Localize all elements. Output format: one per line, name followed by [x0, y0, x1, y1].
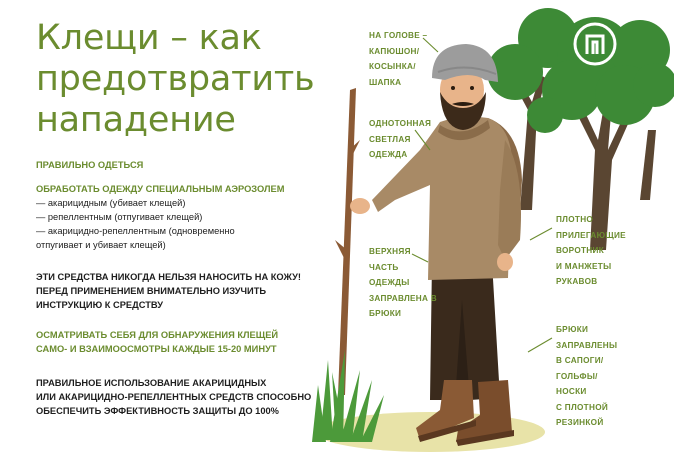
callout-collar: ПЛОТНО ПРИЛЕГАЮЩИЕ ВОРОТНИК И МАНЖЕТЫ РУКАВОВ: [556, 215, 626, 286]
list-item: — акарицидно-репеллентным (одновременно: [36, 226, 235, 236]
page-title: Клещи – как предотвратить нападение: [36, 18, 315, 140]
callout-tucked: ВЕРХНЯЯ ЧАСТЬ ОДЕЖДЫ ЗАПРАВЛЕНА В БРЮКИ: [369, 247, 437, 318]
section-warning: ЭТИ СРЕДСТВА НИКОГДА НЕЛЬЗЯ НАНОСИТЬ НА КОЖУ! ПЕРЕД ПРИМЕНЕНИЕМ ВНИМАТЕЛЬНО ИЗУЧИТЬ ИНСТРУКЦИЮ К СРЕДСТВУ: [36, 272, 302, 310]
list-item: — акарицидным (убивает клещей): [36, 198, 186, 208]
callout-clothes: ОДНОТОННАЯ СВЕТЛАЯ ОДЕЖДА: [369, 119, 432, 159]
section-dress: ПРАВИЛЬНО ОДЕТЬСЯ: [36, 160, 144, 170]
logo-icon: [573, 22, 617, 66]
walking-stick-icon: [335, 88, 360, 395]
callout-head: НА ГОЛОВЕ – КАПЮШОН/ КОСЫНКА/ ШАПКА: [369, 31, 428, 87]
section-spray-heading: ОБРАБОТАТЬ ОДЕЖДУ СПЕЦИАЛЬНЫМ АЭРОЗОЛЕМ: [36, 184, 285, 194]
list-item: — репеллентным (отпугивает клещей): [36, 212, 203, 222]
callout-trousers: БРЮКИ ЗАПРАВЛЕНЫ В САПОГИ/ ГОЛЬФЫ/ НОСКИ С ПЛОТНОЙ РЕЗИНКОЙ: [556, 325, 618, 427]
section-efficiency: ПРАВИЛЬНОЕ ИСПОЛЬЗОВАНИЕ АКАРИЦИДНЫХ ИЛИ АКАРИЦИДНО-РЕПЕЛЛЕНТНЫХ СРЕДСТВ СПОСОБНО ОБЕСПЕЧИТЬ ЭФФЕКТИВНОСТЬ ЗАЩИТЫ ДО 100%: [36, 378, 312, 416]
section-spray-list: [36, 196, 235, 252]
list-item: отпугивает и убивает клещей): [36, 240, 166, 250]
grass-icon: [312, 350, 384, 442]
section-inspect: ОСМАТРИВАТЬ СЕБЯ ДЛЯ ОБНАРУЖЕНИЯ КЛЕЩЕЙ САМО- И ВЗАИМООСМОТРЫ КАЖДЫЕ 15-20 МИНУТ: [36, 330, 279, 354]
